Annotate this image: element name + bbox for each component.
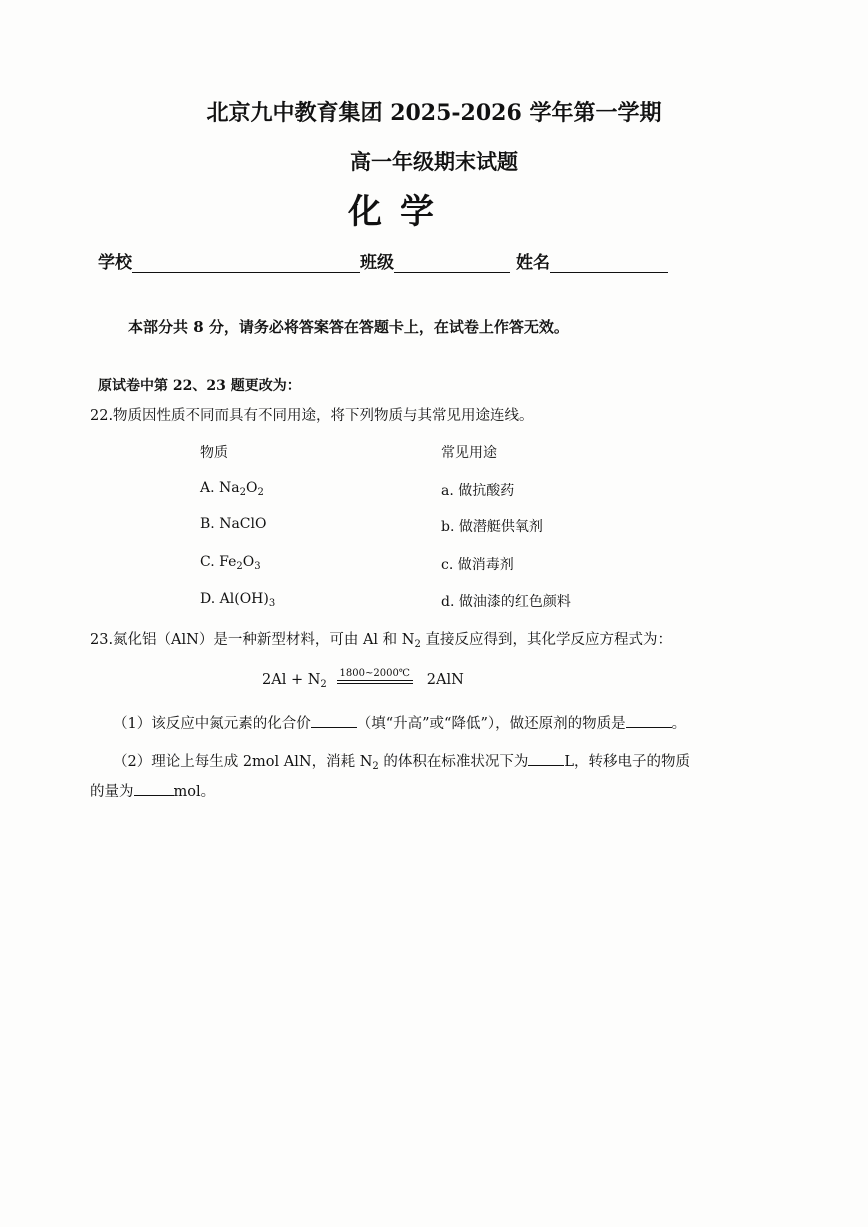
name-label: 姓名: [516, 253, 550, 273]
substance-item-c: C. $Fe_2O_3$: [200, 554, 261, 572]
name-blank[interactable]: [550, 254, 668, 273]
substance-column-header: 物质: [200, 445, 228, 461]
student-info-fields: [98, 248, 668, 273]
notice-text: 本部分共 8 分，请务必将答案答在答题卡上，在试卷上作答无效。: [128, 318, 569, 336]
school-blank[interactable]: [132, 254, 360, 273]
exam-title-line2: 高一年级期末试题: [350, 149, 518, 174]
substance-item-a: A. $Na_2O_2$: [200, 480, 264, 498]
part1-blank-valence[interactable]: [311, 713, 357, 728]
q22-stem: 22.物质因性质不同而具有不同用途，将下列物质与其常见用途连线。: [90, 408, 534, 424]
chemical-equation: [262, 668, 464, 690]
q23-part2-cont: 的量为 mol。: [90, 780, 215, 801]
use-item-d: d. 做油漆的红色颜料: [441, 594, 571, 610]
equation-equal-sign: [337, 680, 413, 684]
part1-blank-reductant[interactable]: [626, 713, 672, 728]
use-item-c: c. 做消毒剂: [441, 557, 514, 573]
use-item-b: b. 做潜艇供氧剂: [441, 519, 543, 535]
substance-item-d: D. $Al(OH)_3$: [200, 591, 276, 609]
part2-blank-electrons[interactable]: [134, 781, 174, 796]
q23-part1: （1）该反应中氮元素的化合价 （填“升高”或“降低”），做还原剂的物质是 。: [113, 712, 686, 733]
use-item-a: a. 做抗酸药: [441, 483, 515, 499]
change-subheading: 原试卷中第 22、23 题更改为：: [98, 378, 301, 394]
school-label: 学校: [98, 253, 132, 273]
use-column-header: 常见用途: [441, 445, 497, 461]
q23-stem: 23.氮化铝（AlN）是一种新型材料，可由 Al 和 $N_2$ 直接反应得到，其化学反应方程式为：: [90, 632, 672, 650]
exam-title-line1: 北京九中教育集团 2025-2026 学年第一学期: [206, 100, 662, 126]
equation-reactants: $2Al + N_2$: [262, 672, 327, 690]
class-label: 班级: [360, 253, 394, 273]
subject-title: 化学: [348, 192, 452, 232]
reaction-condition: 1800~2000℃: [337, 668, 413, 684]
equation-product: 2AlN: [426, 672, 464, 688]
class-blank[interactable]: [394, 254, 510, 273]
q23-part2: （2）理论上每生成 2mol AlN，消耗 $N_2$ 的体积在标准状况下为 L，转移电子的物质: [113, 750, 690, 771]
substance-item-b: B. NaClO: [200, 516, 267, 532]
part2-blank-volume[interactable]: [528, 751, 564, 766]
